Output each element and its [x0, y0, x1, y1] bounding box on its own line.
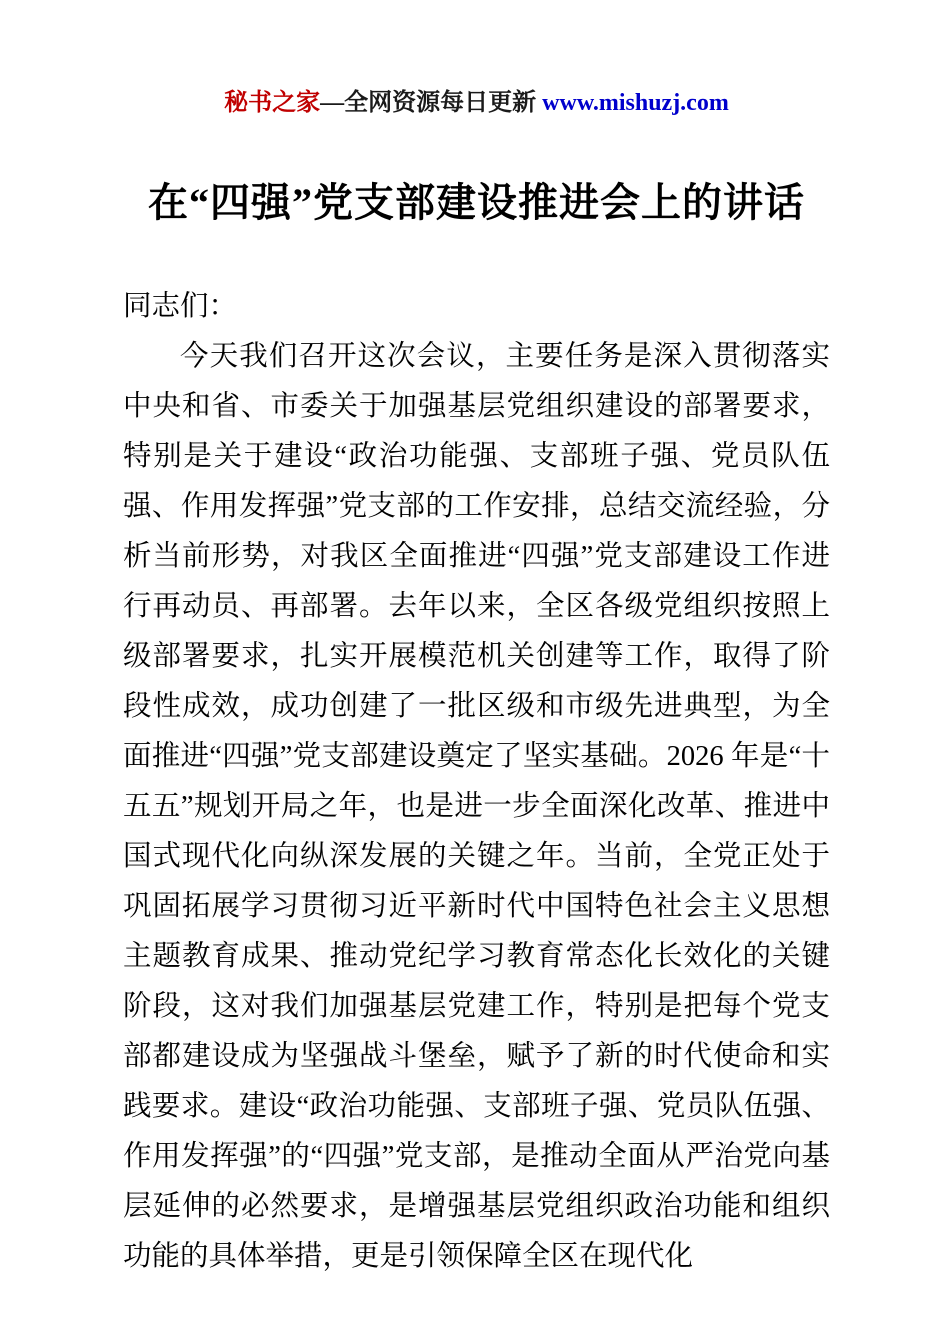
site-tagline: —全网资源每日更新	[320, 90, 543, 116]
site-url-link[interactable]: www.mishuzj.com	[542, 90, 729, 116]
site-header	[123, 88, 830, 118]
salutation: 同志们：	[123, 291, 238, 322]
site-brand: 秘书之家	[224, 90, 321, 116]
body-paragraph: 今天我们召开这次会议，主要任务是深入贯彻落实中央和省、市委关于加强基层党组织建设的部署要求，特别是关于建设“政治功能强、支部班子强、党员队伍强、作用发挥强”党支部的工作安排，总结交流经验，分析当前形势，对我区全面推进“四强”党支部建设工作进行再动员、再部署。去年以来，全区各级党组织按照上级部署要求，扎实开展模范机关创建等工作，取得了阶段性成效，成功创建了一批区级和市级先进典型，为全面推进“四强”党支部建设奠定了坚实基础。2026 年是“十五五”规划开局之年，也是进一步全面深化改革、推进中国式现代化向纵深发展的关键之年。当前，全党正处于巩固拓展学习贯彻习近平新时代中国特色社会主义思想主题教育成果、推动党纪学习教育常态化长效化的关键阶段，这对我们加强基层党建工作，特别是把每个党支部都建设成为坚强战斗堡垒，赋予了新的时代使命和实践要求。建设“政治功能强、支部班子强、党员队伍强、作用发挥强”的“四强”党支部，是推动全面从严治党向基层延伸的必然要求，是增强基层党组织政治功能和组织功能的具体举措，更是引领保障全区在现代化	[123, 341, 830, 1272]
document-body	[123, 282, 830, 1282]
document-title: 在“四强”党支部建设推进会上的讲话	[148, 180, 805, 225]
